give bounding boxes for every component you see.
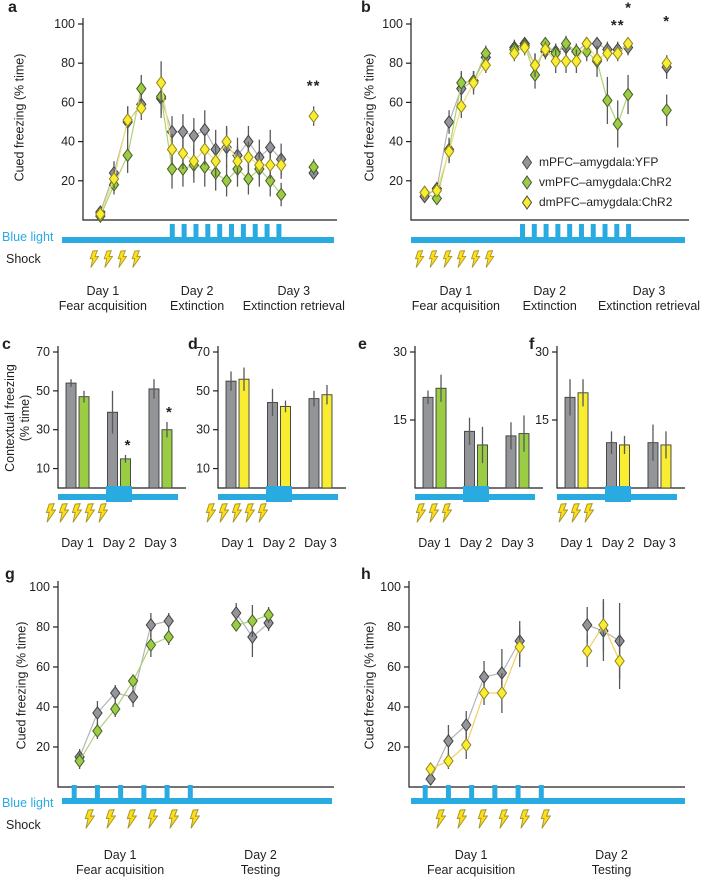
shock-bolt-icon [471,251,481,268]
blue-light-pulse-block [463,486,489,502]
bar [322,395,332,488]
panel-h [353,565,706,883]
panel-c-timeline [0,482,185,542]
panel-d-plot [196,342,346,494]
shock-bolt-icon [485,251,495,268]
blue-light-pulse [567,224,572,237]
shock-bolt-icon [557,504,568,523]
blue-light-pulse [165,785,170,798]
bar [436,388,446,488]
y-tick-label: 60 [387,660,401,674]
data-point-diamond [623,88,632,100]
blue-light-pulse-block [106,486,132,502]
y-tick-label: 40 [36,700,50,714]
bar [66,383,76,488]
shock-bolt-icon [477,810,488,829]
day-label: Day 3 [501,536,534,550]
day-label: Day 2 [262,536,296,550]
shock-bolt-icon [519,810,530,829]
shock-bolt-icon [218,504,229,523]
shock-bolts [205,504,268,523]
y-tick-label: 50 [196,383,210,398]
axes [409,581,685,787]
panel-a-letter: a [8,0,17,16]
y-tick-label: 10 [36,461,50,476]
y-tick-label: 20 [387,740,401,754]
legend-label: dmPFC–amygdala:ChR2 [539,195,673,209]
blue-light-bar [411,237,685,243]
blue-light-pulse [241,224,246,237]
panel-a [0,0,353,335]
panel-f-timeline [528,482,706,542]
panel-c-plot [36,342,186,494]
shock-bolt-icon [84,810,95,829]
shock-bolt-icon [570,504,581,523]
bar [578,393,588,488]
data-point-diamond [462,719,471,731]
blue-light-pulse [520,224,525,237]
shock-bolts [435,810,551,829]
data-point-diamond [178,126,187,138]
y-tick-label: 80 [387,620,401,634]
data-point-diamond [248,615,257,627]
panel-d-letter: d [188,336,198,353]
day-label: Day 2 Testing [240,848,281,877]
data-point-diamond [189,130,198,142]
bar [239,379,249,488]
blue-light-pulse [516,785,521,798]
data-point-diamond [266,159,275,171]
panel-g-series-0 [75,603,273,765]
data-point-diamond [244,173,253,185]
blue-light-pulse [141,785,146,798]
y-tick-label: 15 [393,413,407,427]
shock-bolt-icon [443,251,453,268]
legend-label: vmPFC–amygdala:ChR2 [539,175,672,189]
shock-bolt-icon [45,504,56,523]
blue-light-pulses [520,224,631,237]
blue-light-bar [62,798,332,804]
blue-light-pulse [603,224,608,237]
shock-bolt-icon [456,810,467,829]
significance-marker: * [663,12,671,30]
blue-light-pulses [72,785,193,798]
day-label: Day 1 [560,536,593,550]
shock-label: Shock [6,818,41,832]
shock-bolts [557,504,594,523]
y-tick-label: 20 [61,173,75,188]
blue-light-pulse [229,224,234,237]
shock-label: Shock [6,252,41,266]
series-line [80,637,169,761]
data-point-diamond [146,639,155,651]
blue-light-pulse [217,224,222,237]
blue-light-pulse [579,224,584,237]
series-line [425,53,486,198]
shock-bolt-icon [126,810,137,829]
y-tick-label: 40 [387,700,401,714]
data-point-diamond [444,735,453,747]
bar [149,389,159,488]
day-label: Day 2 [102,536,136,550]
y-tick-label: 100 [382,17,403,31]
day-label: Day 1 Fear acquisition [58,284,147,313]
significance-marker: * [166,403,172,421]
panel-e [353,335,534,565]
y-tick-label: 80 [61,56,75,71]
day-label: Day 1 Fear acquisition [75,848,165,877]
shock-bolts [84,810,200,829]
shock-bolt-icon [131,251,141,268]
blue-light-pulses [423,785,544,798]
data-point-diamond [444,116,453,128]
series-line [80,621,169,757]
shock-bolt-icon [457,251,467,268]
significance-marker: * [625,0,633,17]
significance-marker: ** [610,16,625,34]
y-tick-label: 10 [196,461,210,476]
blue-light-pulse [193,224,198,237]
day-label: Day 3 [304,536,337,550]
bar [309,399,319,488]
bar [281,406,291,488]
significance-marker: ** [306,77,321,95]
day-label: Day 2 Extinction [169,284,225,313]
day-label: Day 1 [61,536,94,550]
shock-bolt-icon [583,504,594,523]
shock-bolt-icon [435,810,446,829]
bar [79,397,89,488]
data-point-diamond [497,687,506,699]
day-label: Day 2 [601,536,635,550]
shock-bolts [89,251,141,268]
data-point-diamond [479,687,488,699]
y-tick-label: 100 [29,580,50,594]
blue-light-pulse [265,224,270,237]
axes [58,581,334,787]
series-line [514,44,628,124]
day-label: Day 3 [144,536,177,550]
panel-e-timeline [353,482,528,542]
panel-h-plot [381,573,681,795]
blue-light-pulse [539,785,544,798]
data-point-diamond [615,655,624,667]
shock-bolt-icon [540,810,551,829]
shock-bolt-icon [103,251,113,268]
blue-light-pulse [253,224,258,237]
shock-bolt-icon [428,504,439,523]
blue-light-pulse [469,785,474,798]
blue-light-label: Blue light [2,796,54,810]
blue-light-pulse [170,224,175,237]
day-label: Day 1 Fear acquisition [411,284,500,313]
shock-bolt-icon [84,504,95,523]
shock-bolt-icon [71,504,82,523]
bar [423,397,433,488]
panel-g-plot [30,573,330,795]
shock-bolt-icon [429,251,439,268]
blue-light-pulse [276,224,281,237]
shock-bolt-icon [168,810,179,829]
shock-bolts [415,251,495,268]
data-point-diamond [146,619,155,631]
y-tick-label: 40 [61,134,75,149]
blue-light-pulse [532,224,537,237]
panel-h-ylabel: Cued freezing (% time) [362,621,377,750]
series-line [161,97,281,195]
blue-light-pulses [170,224,282,237]
shock-bolt-icon [257,504,268,523]
panel-c-letter: c [2,336,11,353]
blue-light-pulse [72,785,77,798]
y-tick-label: 80 [389,56,403,71]
panel-h-letter: h [361,566,371,583]
panel-g [0,565,353,883]
series-line [161,98,281,159]
data-point-diamond [157,77,166,89]
data-point-diamond [164,631,173,643]
shock-bolt-icon [147,810,158,829]
panel-b-series-2 [420,37,671,198]
day-label: Day 3 [643,536,676,550]
data-point-diamond [444,755,453,767]
significance-marker: * [124,436,131,454]
panel-b-ylabel: Cued freezing (% time) [362,53,377,182]
shock-bolt-icon [205,504,216,523]
data-point-diamond [123,149,132,161]
y-tick-label: 30 [196,422,210,437]
y-tick-label: 70 [36,345,50,359]
data-point-diamond [178,147,187,159]
data-point-diamond [462,739,471,751]
series-line [431,641,520,779]
shock-bolt-icon [415,251,425,268]
data-point-diamond [128,691,137,703]
shock-bolt-icon [189,810,200,829]
panel-b-letter: b [361,0,371,16]
data-point-diamond [561,55,570,67]
panel-c-ylabel [3,338,33,498]
y-tick-label: 70 [196,345,210,359]
blue-light-pulse [118,785,123,798]
bar [226,381,236,488]
blue-light-pulse [626,224,631,237]
panel-h-series-0 [426,601,624,785]
shock-bolt-icon [117,251,127,268]
y-tick-label: 15 [535,413,549,427]
shock-bolt-icon [244,504,255,523]
shock-bolt-icon [58,504,69,523]
bar [162,430,172,488]
data-point-diamond [662,104,671,116]
panel-h-timeline [353,782,706,842]
shock-bolt-icon [498,810,509,829]
panel-c [0,335,185,565]
shock-bolts [415,504,452,523]
panel-f [528,335,706,565]
blue-light-pulse [423,785,428,798]
blue-light-pulse [544,224,549,237]
panel-h-series-1 [426,599,624,775]
blue-light-pulse [205,224,210,237]
panel-g-letter: g [5,566,15,583]
day-label: Day 1 Fear acquisition [426,848,516,877]
data-point-diamond [613,118,622,130]
blue-light-pulse [555,224,560,237]
panel-g-series-1 [75,605,273,769]
y-tick-label: 80 [36,620,50,634]
shock-bolt-icon [105,810,116,829]
y-tick-label: 100 [54,17,75,31]
panel-b-plot [382,0,693,226]
shock-bolt-icon [89,251,99,268]
panel-c-ylabel-line2: (% time) [18,394,32,442]
blue-light-label: Blue light [2,230,54,244]
y-tick-label: 20 [389,173,403,188]
y-tick-label: 60 [61,95,75,110]
panel-a-ylabel: Cued freezing (% time) [12,53,27,182]
panel-d-timeline [185,482,353,542]
shock-bolt-icon [441,504,452,523]
y-tick-label: 30 [36,422,50,437]
legend-label: mPFC–amygdala:YFP [539,155,659,169]
panel-c-ylabel-line1: Contextual freezing [3,364,17,472]
panel-g-ylabel: Cued freezing (% time) [14,621,29,750]
series-line [100,108,141,214]
shock-bolts [45,504,108,523]
blue-light-pulse [446,785,451,798]
day-label: Day 2 Testing [591,848,632,877]
blue-light-pulse [95,785,100,798]
y-tick-label: 60 [36,660,50,674]
y-tick-label: 50 [36,383,50,398]
shock-bolt-icon [231,504,242,523]
day-label: Day 2 [459,536,493,550]
y-tick-label: 30 [393,345,407,359]
panel-e-letter: e [358,336,367,353]
blue-light-pulse-block [266,486,292,502]
panel-f-plot [535,342,685,494]
day-label: Day 1 [418,536,451,550]
data-point-diamond [137,82,146,94]
day-label: Day 3 Extinction retrieval [597,284,701,313]
blue-light-bar [62,237,334,243]
panel-g-timeline [0,782,353,842]
shock-bolt-icon [415,504,426,523]
axes [83,18,337,220]
panel-f-letter: f [529,336,535,353]
data-point-diamond [603,94,612,106]
blue-light-pulse [182,224,187,237]
shock-bolt-icon [97,504,108,523]
y-tick-label: 60 [389,95,403,110]
panel-a-plot [55,8,347,226]
blue-light-bar [411,798,685,804]
blue-light-pulse [188,785,193,798]
day-label: Day 2 Extinction [522,284,577,313]
data-point-diamond [232,619,241,631]
blue-light-pulse [492,785,497,798]
y-tick-label: 20 [36,740,50,754]
data-point-diamond [264,609,273,621]
panel-b-timeline [353,222,706,284]
panel-b [353,0,706,335]
blue-light-pulse-block [605,486,631,502]
panel-d [185,335,353,565]
panel-e-plot [393,342,543,494]
blue-light-pulse [591,224,596,237]
y-tick-label: 30 [535,345,549,359]
y-tick-label: 100 [380,580,401,594]
day-label: Day 3 Extinction retrieval [242,284,345,313]
panel-a-timeline [0,222,353,284]
data-point-diamond [583,619,592,631]
y-tick-label: 40 [389,134,403,149]
blue-light-pulse [614,224,619,237]
data-point-diamond [164,615,173,627]
data-point-diamond [244,151,253,163]
data-point-diamond [309,110,318,122]
day-label: Day 1 [221,536,254,550]
